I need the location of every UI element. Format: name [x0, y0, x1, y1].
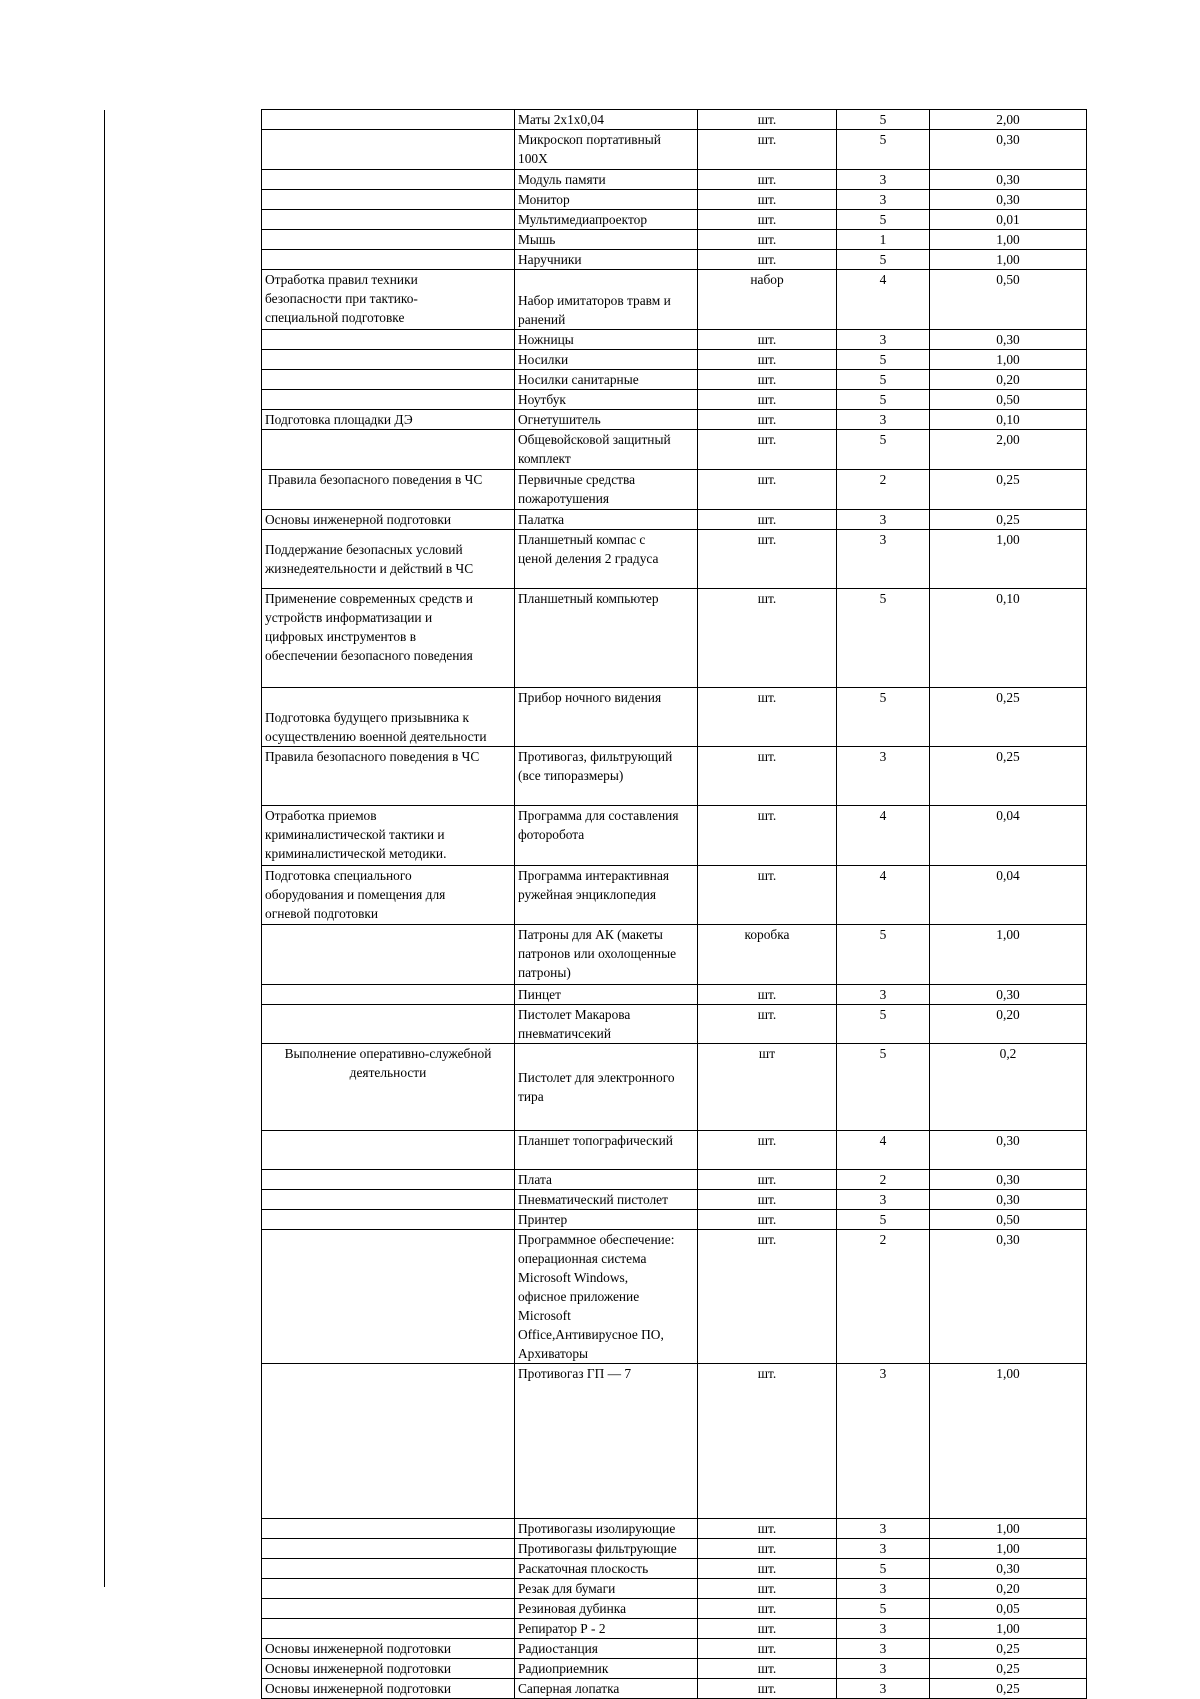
row-unit-cell: шт.	[698, 1170, 837, 1190]
row-unit-cell: шт.	[698, 330, 837, 350]
table-row	[262, 470, 1087, 510]
row-item-name-cell: Модуль памяти	[515, 170, 698, 190]
row-item-name-cell: Репиратор Р - 2	[515, 1619, 698, 1639]
row-item-name-cell: Набор имитаторов травм и ранений	[515, 270, 698, 330]
row-item-name-cell: Саперная лопатка	[515, 1679, 698, 1699]
row-item-name-cell: Планшетный компьютер	[515, 589, 698, 688]
row-item-name-cell: Палатка	[515, 510, 698, 530]
row-quantity-cell: 1	[837, 230, 930, 250]
row-quantity-cell: 5	[837, 925, 930, 985]
row-coefficient-cell: 0,30	[930, 170, 1087, 190]
table-row	[262, 130, 1087, 170]
row-coefficient-cell: 0,25	[930, 1659, 1087, 1679]
row-coefficient-cell: 0,20	[930, 1005, 1087, 1044]
row-quantity-cell: 3	[837, 330, 930, 350]
row-quantity-cell: 5	[837, 370, 930, 390]
table-row	[262, 1539, 1087, 1559]
equipment-table	[261, 109, 1087, 1699]
table-row	[262, 390, 1087, 410]
row-unit-cell: шт.	[698, 410, 837, 430]
table-row	[262, 190, 1087, 210]
row-quantity-cell: 5	[837, 688, 930, 747]
row-coefficient-cell: 0,25	[930, 1639, 1087, 1659]
row-unit-cell: шт.	[698, 1679, 837, 1699]
row-unit-cell: шт.	[698, 190, 837, 210]
row-item-name-cell: Пневматический пистолет	[515, 1190, 698, 1210]
row-item-name-cell: Резиновая дубинка	[515, 1599, 698, 1619]
row-subject-cell	[262, 130, 515, 170]
row-coefficient-cell: 0,30	[930, 1190, 1087, 1210]
row-unit-cell: шт.	[698, 390, 837, 410]
row-quantity-cell: 4	[837, 1131, 930, 1170]
row-quantity-cell: 5	[837, 390, 930, 410]
row-quantity-cell: 5	[837, 130, 930, 170]
row-unit-cell: коробка	[698, 925, 837, 985]
row-unit-cell: шт.	[698, 1005, 837, 1044]
row-coefficient-cell: 2,00	[930, 430, 1087, 470]
row-coefficient-cell: 0,30	[930, 330, 1087, 350]
table-row	[262, 866, 1087, 925]
row-item-name-cell: Первичные средства пожаротушения	[515, 470, 698, 510]
row-coefficient-cell: 1,00	[930, 1539, 1087, 1559]
table-row	[262, 1679, 1087, 1699]
row-subject-cell	[262, 190, 515, 210]
row-subject-cell	[262, 210, 515, 230]
row-item-name-cell: Раскаточная плоскость	[515, 1559, 698, 1579]
row-subject-cell	[262, 1619, 515, 1639]
row-item-name-cell: Планшет топографический	[515, 1131, 698, 1170]
row-coefficient-cell: 0,30	[930, 1230, 1087, 1364]
row-coefficient-cell: 0,25	[930, 747, 1087, 806]
row-coefficient-cell: 0,25	[930, 1679, 1087, 1699]
row-coefficient-cell: 1,00	[930, 530, 1087, 589]
row-subject-cell: Отработка приемов криминалистической тактики и криминалистической методики.	[262, 806, 515, 866]
row-quantity-cell: 3	[837, 170, 930, 190]
row-coefficient-cell: 1,00	[930, 250, 1087, 270]
row-coefficient-cell: 0,25	[930, 510, 1087, 530]
row-unit-cell: шт.	[698, 1364, 837, 1519]
row-item-name-cell: Общевойсковой защитный комплект	[515, 430, 698, 470]
row-quantity-cell: 3	[837, 530, 930, 589]
table-row	[262, 1519, 1087, 1539]
row-unit-cell: шт.	[698, 1599, 837, 1619]
row-coefficient-cell: 0,20	[930, 1579, 1087, 1599]
row-subject-cell	[262, 370, 515, 390]
row-subject-cell	[262, 1579, 515, 1599]
row-item-name-cell: Ноутбук	[515, 390, 698, 410]
row-unit-cell: шт.	[698, 1659, 837, 1679]
row-unit-cell: шт	[698, 1044, 837, 1131]
row-unit-cell: шт.	[698, 370, 837, 390]
row-subject-cell	[262, 430, 515, 470]
row-coefficient-cell: 1,00	[930, 925, 1087, 985]
row-subject-cell: Основы инженерной подготовки	[262, 1639, 515, 1659]
row-unit-cell: шт.	[698, 510, 837, 530]
row-subject-cell	[262, 110, 515, 130]
row-coefficient-cell: 0,2	[930, 1044, 1087, 1131]
row-item-name-cell: Пинцет	[515, 985, 698, 1005]
table-row	[262, 1005, 1087, 1044]
row-quantity-cell: 3	[837, 190, 930, 210]
row-item-name-cell: Наручники	[515, 250, 698, 270]
row-unit-cell: шт.	[698, 230, 837, 250]
table-row	[262, 330, 1087, 350]
row-unit-cell: шт.	[698, 470, 837, 510]
row-coefficient-cell: 0,30	[930, 130, 1087, 170]
row-coefficient-cell: 0,30	[930, 1559, 1087, 1579]
row-subject-cell	[262, 1599, 515, 1619]
row-quantity-cell: 3	[837, 1659, 930, 1679]
row-quantity-cell: 4	[837, 806, 930, 866]
row-item-name-cell: Радиоприемник	[515, 1659, 698, 1679]
row-unit-cell: шт.	[698, 688, 837, 747]
row-coefficient-cell: 0,10	[930, 589, 1087, 688]
row-subject-cell: Выполнение оперативно-служебной деятельности	[262, 1044, 515, 1131]
row-coefficient-cell: 2,00	[930, 110, 1087, 130]
row-subject-cell: Правила безопасного поведения в ЧС	[262, 470, 515, 510]
table-row	[262, 589, 1087, 688]
row-unit-cell: шт.	[698, 430, 837, 470]
table-row	[262, 510, 1087, 530]
row-unit-cell: шт.	[698, 589, 837, 688]
table-row	[262, 1579, 1087, 1599]
row-unit-cell: шт.	[698, 806, 837, 866]
row-coefficient-cell: 0,01	[930, 210, 1087, 230]
row-quantity-cell: 3	[837, 1639, 930, 1659]
row-item-name-cell: Пистолет Макарова пневматичсекий	[515, 1005, 698, 1044]
row-item-name-cell: Принтер	[515, 1210, 698, 1230]
row-subject-cell: Подготовка площадки ДЭ	[262, 410, 515, 430]
row-unit-cell: шт.	[698, 1131, 837, 1170]
row-quantity-cell: 2	[837, 1170, 930, 1190]
row-unit-cell: шт.	[698, 350, 837, 370]
row-quantity-cell: 5	[837, 350, 930, 370]
row-subject-cell: Основы инженерной подготовки	[262, 1679, 515, 1699]
row-coefficient-cell: 0,10	[930, 410, 1087, 430]
row-subject-cell: Применение современных средств и устройств информатизации и цифровых инструментов в обеспечении безопасного поведения	[262, 589, 515, 688]
row-item-name-cell: Мышь	[515, 230, 698, 250]
table-row	[262, 210, 1087, 230]
row-coefficient-cell: 1,00	[930, 230, 1087, 250]
row-coefficient-cell: 0,25	[930, 470, 1087, 510]
row-quantity-cell: 5	[837, 589, 930, 688]
table-row	[262, 1559, 1087, 1579]
row-subject-cell	[262, 1230, 515, 1364]
row-subject-cell	[262, 1131, 515, 1170]
page-margin-line	[104, 110, 105, 1587]
row-subject-cell: Подготовка специального оборудования и помещения для огневой подготовки	[262, 866, 515, 925]
row-item-name-cell: Программа для составления фоторобота	[515, 806, 698, 866]
row-coefficient-cell: 0,25	[930, 688, 1087, 747]
row-subject-cell	[262, 1210, 515, 1230]
row-quantity-cell: 3	[837, 747, 930, 806]
row-quantity-cell: 3	[837, 1619, 930, 1639]
table-row	[262, 1659, 1087, 1679]
equipment-table-body	[262, 110, 1087, 1699]
row-item-name-cell: Монитор	[515, 190, 698, 210]
row-subject-cell: Поддержание безопасных условий жизнедеятельности и действий в ЧС	[262, 530, 515, 589]
row-quantity-cell: 5	[837, 1210, 930, 1230]
row-quantity-cell: 3	[837, 985, 930, 1005]
table-row	[262, 270, 1087, 330]
row-item-name-cell: Противогаз ГП — 7	[515, 1364, 698, 1519]
row-unit-cell: шт.	[698, 1619, 837, 1639]
row-unit-cell: шт.	[698, 210, 837, 230]
row-item-name-cell: Огнетушитель	[515, 410, 698, 430]
row-item-name-cell: Противогазы изолирующие	[515, 1519, 698, 1539]
row-quantity-cell: 3	[837, 410, 930, 430]
row-unit-cell: шт.	[698, 1559, 837, 1579]
table-row	[262, 1619, 1087, 1639]
row-unit-cell: шт.	[698, 110, 837, 130]
table-row	[262, 530, 1087, 589]
table-row	[262, 410, 1087, 430]
row-subject-cell	[262, 390, 515, 410]
table-row	[262, 747, 1087, 806]
row-quantity-cell: 3	[837, 1579, 930, 1599]
row-subject-cell: Правила безопасного поведения в ЧС	[262, 747, 515, 806]
row-unit-cell: шт.	[698, 985, 837, 1005]
row-unit-cell: шт.	[698, 1210, 837, 1230]
row-item-name-cell: Микроскоп портативный 100Х	[515, 130, 698, 170]
table-row	[262, 806, 1087, 866]
row-quantity-cell: 5	[837, 1599, 930, 1619]
table-row	[262, 1170, 1087, 1190]
table-row	[262, 170, 1087, 190]
row-coefficient-cell: 0,30	[930, 1170, 1087, 1190]
row-quantity-cell: 4	[837, 866, 930, 925]
row-quantity-cell: 3	[837, 1519, 930, 1539]
row-subject-cell	[262, 985, 515, 1005]
row-coefficient-cell: 0,50	[930, 1210, 1087, 1230]
row-unit-cell: набор	[698, 270, 837, 330]
row-item-name-cell: Программа интерактивная ружейная энциклопедия	[515, 866, 698, 925]
row-subject-cell	[262, 350, 515, 370]
row-subject-cell: Подготовка будущего призывника к осуществлению военной деятельности	[262, 688, 515, 747]
table-row	[262, 370, 1087, 390]
row-coefficient-cell: 1,00	[930, 1519, 1087, 1539]
row-subject-cell	[262, 1005, 515, 1044]
row-item-name-cell: Ножницы	[515, 330, 698, 350]
row-unit-cell: шт.	[698, 1190, 837, 1210]
row-unit-cell: шт.	[698, 866, 837, 925]
row-quantity-cell: 5	[837, 250, 930, 270]
row-quantity-cell: 3	[837, 1190, 930, 1210]
row-quantity-cell: 3	[837, 1364, 930, 1519]
row-quantity-cell: 5	[837, 1559, 930, 1579]
row-unit-cell: шт.	[698, 747, 837, 806]
table-row	[262, 1599, 1087, 1619]
row-quantity-cell: 5	[837, 430, 930, 470]
row-coefficient-cell: 0,05	[930, 1599, 1087, 1619]
row-item-name-cell: Маты 2х1х0,04	[515, 110, 698, 130]
row-coefficient-cell: 0,04	[930, 866, 1087, 925]
table-row	[262, 230, 1087, 250]
row-item-name-cell: Мультимедиапроектор	[515, 210, 698, 230]
row-quantity-cell: 3	[837, 510, 930, 530]
row-quantity-cell: 5	[837, 1005, 930, 1044]
row-subject-cell	[262, 1519, 515, 1539]
row-unit-cell: шт.	[698, 1539, 837, 1559]
table-row	[262, 430, 1087, 470]
row-subject-cell: Отработка правил техники безопасности при тактико- специальной подготовке	[262, 270, 515, 330]
row-unit-cell: шт.	[698, 170, 837, 190]
table-row	[262, 350, 1087, 370]
row-quantity-cell: 2	[837, 470, 930, 510]
row-coefficient-cell: 0,04	[930, 806, 1087, 866]
row-coefficient-cell: 0,50	[930, 390, 1087, 410]
row-unit-cell: шт.	[698, 1639, 837, 1659]
row-subject-cell	[262, 1539, 515, 1559]
table-row	[262, 250, 1087, 270]
row-item-name-cell: Планшетный компас с ценой деления 2 градуса	[515, 530, 698, 589]
row-item-name-cell: Плата	[515, 1170, 698, 1190]
row-quantity-cell: 3	[837, 1539, 930, 1559]
row-subject-cell	[262, 250, 515, 270]
row-item-name-cell: Прибор ночного видения	[515, 688, 698, 747]
row-quantity-cell: 5	[837, 110, 930, 130]
table-row	[262, 1044, 1087, 1131]
row-quantity-cell: 5	[837, 210, 930, 230]
row-unit-cell: шт.	[698, 250, 837, 270]
row-coefficient-cell: 1,00	[930, 1364, 1087, 1519]
row-item-name-cell: Радиостанция	[515, 1639, 698, 1659]
row-subject-cell	[262, 230, 515, 250]
row-coefficient-cell: 1,00	[930, 1619, 1087, 1639]
row-coefficient-cell: 0,30	[930, 1131, 1087, 1170]
table-row	[262, 1364, 1087, 1519]
row-coefficient-cell: 1,00	[930, 350, 1087, 370]
row-unit-cell: шт.	[698, 1519, 837, 1539]
row-quantity-cell: 3	[837, 1679, 930, 1699]
row-item-name-cell: Носилки	[515, 350, 698, 370]
table-row	[262, 925, 1087, 985]
row-subject-cell: Основы инженерной подготовки	[262, 1659, 515, 1679]
row-item-name-cell: Противогаз, фильтрующий (все типоразмеры)	[515, 747, 698, 806]
row-quantity-cell: 4	[837, 270, 930, 330]
row-unit-cell: шт.	[698, 1230, 837, 1364]
row-unit-cell: шт.	[698, 1579, 837, 1599]
row-subject-cell	[262, 925, 515, 985]
table-row	[262, 1230, 1087, 1364]
row-item-name-cell: Пистолет для электронного тира	[515, 1044, 698, 1131]
row-subject-cell	[262, 1559, 515, 1579]
row-quantity-cell: 5	[837, 1044, 930, 1131]
table-row	[262, 688, 1087, 747]
table-row	[262, 1210, 1087, 1230]
row-item-name-cell: Резак для бумаги	[515, 1579, 698, 1599]
table-row	[262, 1131, 1087, 1170]
row-quantity-cell: 2	[837, 1230, 930, 1364]
table-row	[262, 1190, 1087, 1210]
table-row	[262, 110, 1087, 130]
row-subject-cell	[262, 170, 515, 190]
table-row	[262, 1639, 1087, 1659]
row-coefficient-cell: 0,50	[930, 270, 1087, 330]
row-unit-cell: шт.	[698, 130, 837, 170]
row-subject-cell	[262, 330, 515, 350]
row-item-name-cell: Противогазы фильтрующие	[515, 1539, 698, 1559]
table-row	[262, 985, 1087, 1005]
row-subject-cell: Основы инженерной подготовки	[262, 510, 515, 530]
row-coefficient-cell: 0,30	[930, 190, 1087, 210]
row-subject-cell	[262, 1170, 515, 1190]
row-unit-cell: шт.	[698, 530, 837, 589]
row-item-name-cell: Программное обеспечение: операционная система Microsoft Windows, офисное приложение Microsoft Office,Антивирусное ПО, Архиваторы	[515, 1230, 698, 1364]
row-subject-cell	[262, 1364, 515, 1519]
row-coefficient-cell: 0,20	[930, 370, 1087, 390]
row-subject-cell	[262, 1190, 515, 1210]
row-coefficient-cell: 0,30	[930, 985, 1087, 1005]
row-item-name-cell: Носилки санитарные	[515, 370, 698, 390]
row-item-name-cell: Патроны для АК (макеты патронов или охолощенные патроны)	[515, 925, 698, 985]
